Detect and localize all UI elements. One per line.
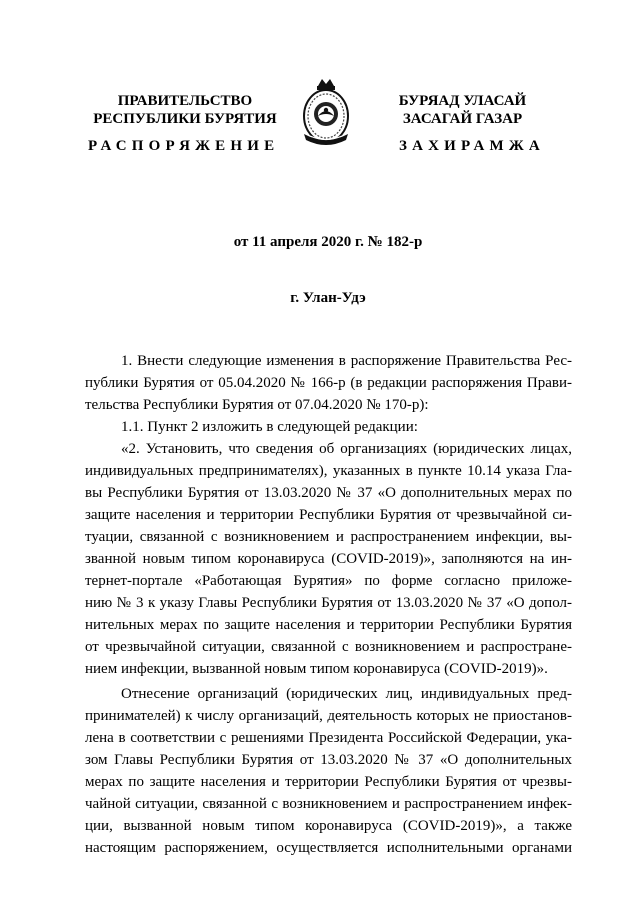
- body-line: нием инфекции, вызванной новым типом коронавируса (COVID-2019)».: [85, 661, 548, 677]
- body-line: тельства Республики Бурятия от 07.04.2020 № 170-р):: [85, 397, 429, 413]
- body-line: ции, вызванной новым типом коронавируса (COVID-2019)», а также: [85, 818, 572, 834]
- document-type-buryat: ЗАХИРАМЖА: [399, 138, 545, 154]
- document-city: г. Улан-Удэ: [290, 290, 366, 306]
- issuer-russian: [85, 92, 285, 128]
- body-line: Отнесение организаций (юридических лиц, индивидуальных пред-: [121, 686, 572, 702]
- body-line: «2. Установить, что сведения об организациях (юридических лицах,: [121, 441, 572, 457]
- body-line: мерах по защите населения и территории Республики Бурятия от чрезвы-: [85, 774, 572, 790]
- body-line: принимателей) к числу организаций, деятельность которых не приостанов-: [85, 708, 572, 724]
- document-date-number: от 11 апреля 2020 г. № 182-р: [233, 234, 423, 250]
- body-line: от чрезвычайной ситуации, связанной с возникновением и распростране-: [85, 639, 572, 655]
- body-line: чайной ситуации, связанной с возникновением и распространением инфек-: [85, 796, 572, 812]
- issuer-buryat: [380, 92, 545, 128]
- issuer-buryat-line2: ЗАСАГАЙ ГАЗАР: [402, 111, 523, 127]
- issuer-buryat-line1: БУРЯАД УЛАСАЙ: [398, 93, 527, 109]
- body-line: зом Главы Республики Бурятия от 13.03.2020 № 37 «О дополнительных: [85, 752, 572, 768]
- body-line: тернет-портале «Работающая Бурятия» по форме согласно приложе-: [85, 573, 572, 589]
- body-line: защите населения и территории Республики Бурятия от чрезвычайной си-: [85, 507, 572, 523]
- body-line: званной новым типом коронавируса (COVID-2019)», заполняются на ин-: [85, 551, 572, 567]
- issuer-russian-line2: РЕСПУБЛИКИ БУРЯТИЯ: [93, 111, 277, 127]
- body-line: нию № 3 к указу Главы Республики Бурятия от 13.03.2020 № 37 «О допол-: [85, 595, 572, 611]
- body-line: индивидуальных предпринимателях), указанных в пункте 10.14 указа Гла-: [85, 463, 572, 479]
- body-line: нительных мерах по защите населения и территории Республики Бурятия: [85, 617, 572, 633]
- body-line: 1. Внести следующие изменения в распоряжение Правительства Рес-: [121, 353, 572, 369]
- body-line: настоящим распоряжением, осуществляется исполнительными органами: [85, 840, 572, 856]
- body-line: лена в соответствии с решениями Президента Российской Федерации, ука-: [85, 730, 572, 746]
- body-line: 1.1. Пункт 2 изложить в следующей редакции:: [121, 419, 418, 435]
- body-line: вы Республики Бурятия от 13.03.2020 № 37 «О дополнительных мерах по: [85, 485, 572, 501]
- body-line: туации, связанной с возникновением и распространением инфекции, вы-: [85, 529, 572, 545]
- issuer-russian-line1: ПРАВИТЕЛЬСТВО: [117, 93, 253, 109]
- document-type-russian: РАСПОРЯЖЕНИЕ: [88, 138, 280, 154]
- coat-of-arms-emblem: [296, 76, 356, 150]
- body-line: публики Бурятия от 05.04.2020 № 166-р (в редакции распоряжения Прави-: [85, 375, 572, 391]
